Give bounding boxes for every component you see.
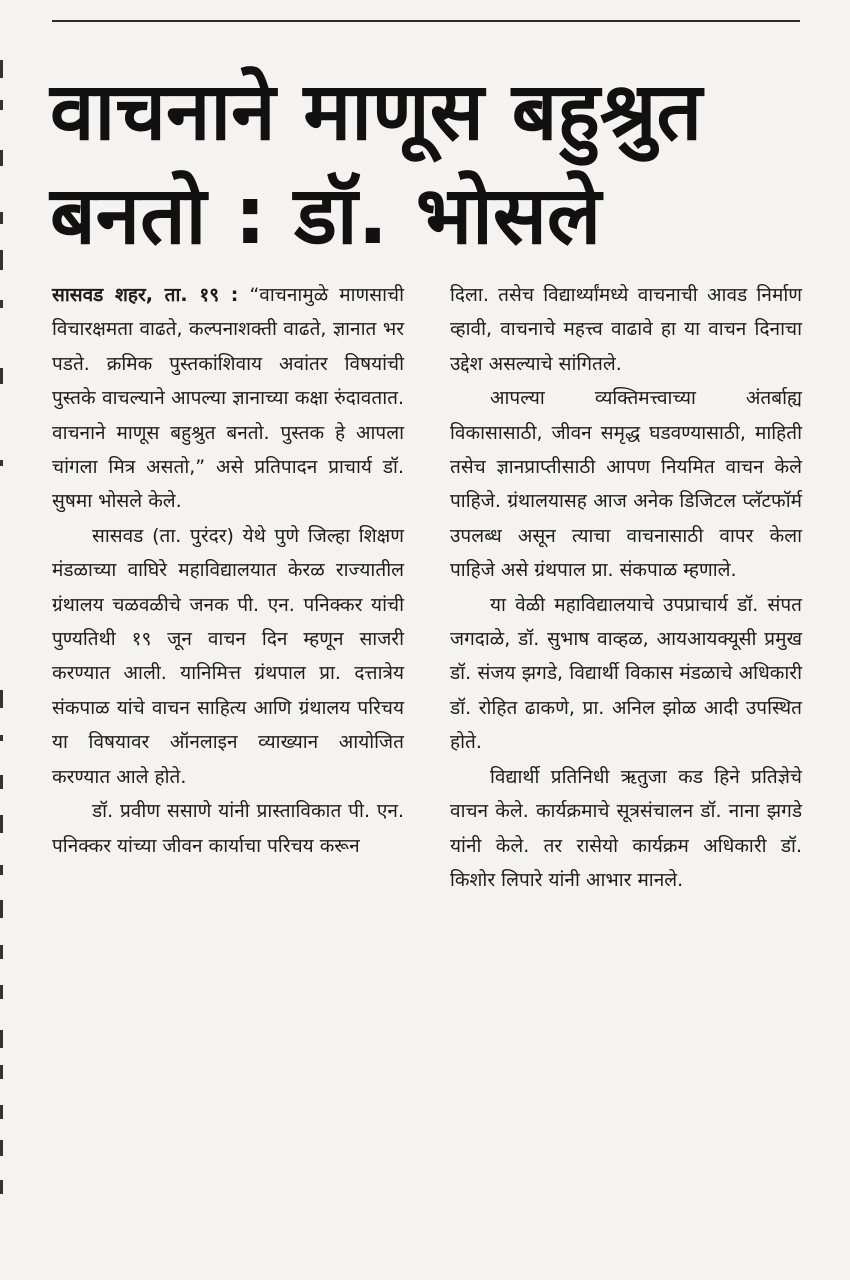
article-column-left — [52, 278, 404, 863]
article-paragraph: या वेळी महाविद्यालयाचे उपप्राचार्य डॉ. संपत जगदाळे, डॉ. सुभाष वाव्हळ, आयआयक्यूसी प्रमुख डॉ. संजय झगडे, विद्यार्थी विकास मंडळाचे अधिकारी डॉ. रोहित ढाकणे, प्रा. अनिल झोळ आदी उपस्थित होते. — [450, 593, 802, 754]
headline-line-2: बनतो : डॉ. भोसले — [50, 169, 602, 262]
article-headline — [50, 60, 810, 268]
headline-line-1: वाचनाने माणूस बहुश्रुत — [50, 65, 703, 158]
article-paragraph — [52, 278, 404, 519]
dateline: सासवड शहर, ता. १९ : — [52, 284, 239, 306]
paragraph-text: “वाचनामुळे माणसाची विचारक्षमता वाढते, कल्पनाशक्ती वाढते, ज्ञानात भर पडते. क्रमिक पुस्तकांशिवाय अवांतर विषयांची पुस्तके वाचल्याने आपल्या ज्ञानाच्या कक्षा रुंदावतात. वाचनाने माणूस बहुश्रुत बनतो. पुस्तक हे आपला चांगला मित्र असतो,” असे प्रतिपादन प्राचार्य डॉ. सुषमा भोसले केले. — [52, 284, 404, 513]
article-column-right — [450, 278, 802, 897]
article-paragraph: दिला. तसेच विद्यार्थ्यांमध्ये वाचनाची आवड निर्माण व्हावी, वाचनाचे महत्त्व वाढावे हा या वाचन दिनाचा उद्देश असल्याचे सांगितले. — [450, 284, 802, 375]
article-paragraph: सासवड (ता. पुरंदर) येथे पुणे जिल्हा शिक्षण मंडळाच्या वाघिरे महाविद्यालयात केरळ राज्यातील ग्रंथालय चळवळीचे जनक पी. एन. पनिक्कर यांची पुण्यतिथी १९ जून वाचन दिन म्हणून साजरी करण्यात आली. यानिमित्त ग्रंथपाल प्रा. दत्तात्रेय संकपाळ यांचे वाचन साहित्य आणि ग्रंथालय परिचय या विषयावर ऑनलाइन व्याख्यान आयोजित करण्यात आले होते. — [52, 524, 404, 788]
article-paragraph: आपल्या व्यक्तिमत्त्वाच्या अंतर्बाह्य विकासासाठी, जीवन समृद्ध घडवण्यासाठी, माहिती तसेच ज्ञानप्राप्तीसाठी आपण नियमित वाचन केले पाहिजे. ग्रंथालयासह आज अनेक डिजिटल प्लॅटफॉर्म उपलब्ध असून त्याचा वाचनासाठी वापर केला पाहिजे असे ग्रंथपाल प्रा. संकपाळ म्हणाले. — [450, 387, 802, 582]
article-paragraph: विद्यार्थी प्रतिनिधी ऋतुजा कड हिने प्रतिज्ञेचे वाचन केले. कार्यक्रमाचे सूत्रसंचालन डॉ. नाना झगडे यांनी केले. तर रासेयो कार्यक्रम अधिकारी डॉ. किशोर लिपारे यांनी आभार मानले. — [450, 765, 802, 891]
left-edge-neighbor-text-marks — [0, 0, 12, 1280]
top-rule-divider — [52, 20, 800, 22]
article-paragraph: डॉ. प्रवीण ससाणे यांनी प्रास्ताविकात पी. एन. पनिक्कर यांच्या जीवन कार्याचा परिचय करून — [52, 800, 404, 857]
